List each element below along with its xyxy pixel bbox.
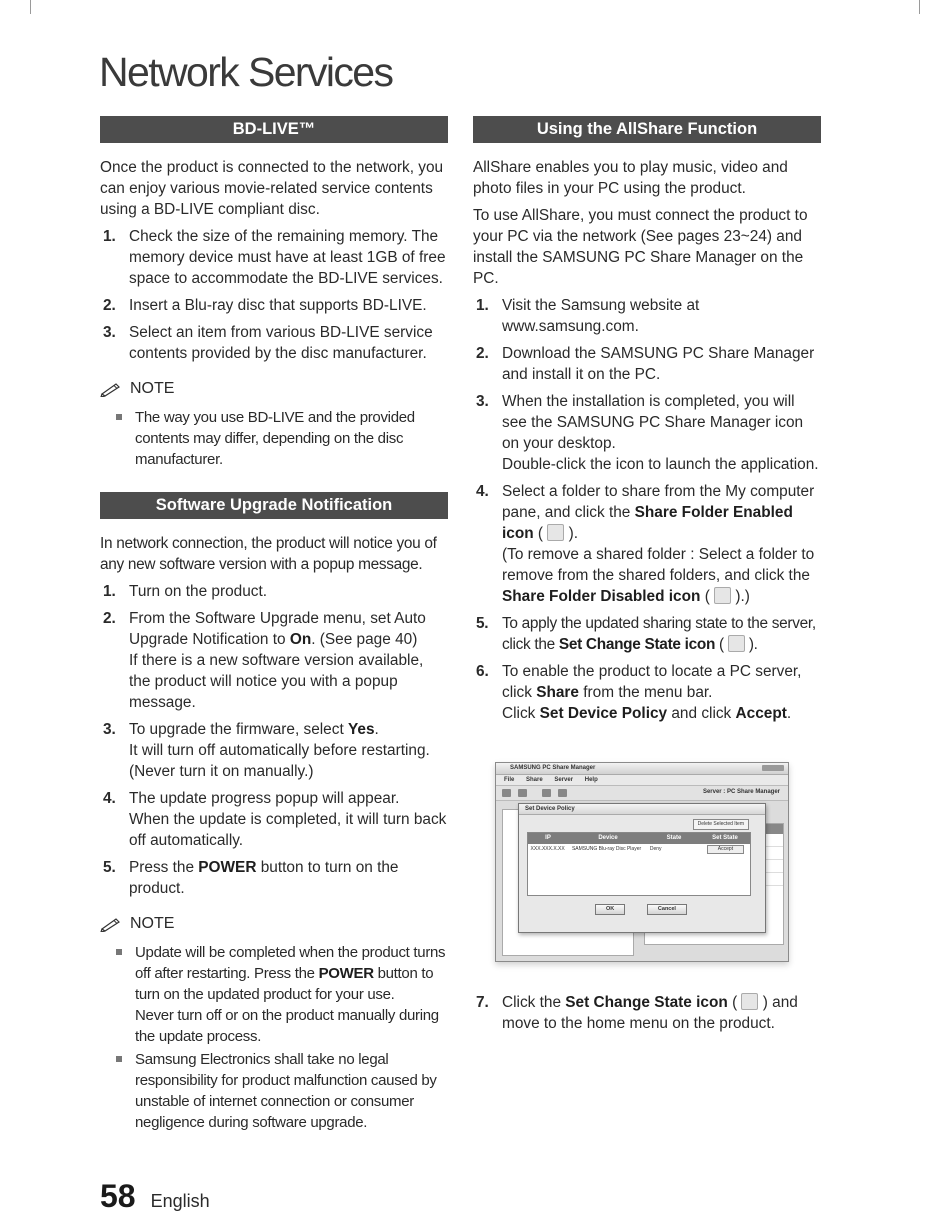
step-number: 2.: [476, 345, 489, 362]
step-text: ).: [744, 636, 758, 653]
list-item: [100, 322, 448, 364]
note-item: [100, 942, 448, 1047]
step-subtext: It will turn off automatically before restarting. (Never turn it on manually.): [129, 742, 430, 780]
list-item: [100, 788, 448, 851]
step-text: (: [715, 636, 728, 653]
note-label: NOTE: [130, 380, 175, 397]
step-text: Click: [502, 705, 540, 722]
allshare-step-7: [473, 992, 821, 1040]
step-text: . (See page 40): [311, 631, 418, 648]
step-number: 7.: [476, 994, 489, 1011]
list-item: [473, 613, 821, 655]
step-text: Check the size of the remaining memory. The memory device must have at least 1GB of free space to accommodate the BD-LIVE services.: [129, 228, 446, 287]
step-text: ).): [731, 588, 750, 605]
share-folder-disabled-icon: [714, 587, 731, 604]
step-text: Select a folder to share from the My computer pane, and click the: [502, 483, 815, 521]
delete-selected-item-button: Delete Selected Item: [693, 819, 749, 830]
bullet-icon: [116, 1056, 122, 1062]
set-device-policy-dialog: [518, 803, 766, 933]
cancel-button: Cancel: [647, 904, 687, 915]
col-state: State: [666, 835, 682, 841]
step-number: 6.: [476, 663, 489, 680]
step-number: 1.: [103, 228, 116, 245]
step-number: 5.: [103, 859, 116, 876]
step-text: from the menu bar.: [578, 684, 713, 701]
window-title: SAMSUNG PC Share Manager: [510, 765, 596, 771]
step-text: From the Software Upgrade menu, set Auto Upgrade Notification to: [129, 610, 426, 648]
step-text: and click: [667, 705, 736, 722]
step-bold: Set Change State icon: [558, 636, 716, 653]
list-item: [473, 343, 821, 385]
step-subtext: If there is a new software version available, the product will notice you with a popup message.: [129, 652, 424, 711]
dialog-title: Set Device Policy: [519, 804, 765, 815]
col-device: Device: [598, 835, 618, 841]
menu-help: Help: [584, 777, 598, 783]
step-text: Visit the Samsung website at www.samsung.com.: [502, 297, 700, 335]
cell-state: Deny: [649, 846, 662, 852]
device-table: [527, 832, 751, 896]
crop-mark-right: [919, 0, 920, 14]
software-note-title: [100, 913, 448, 934]
menu-share: Share: [526, 777, 543, 783]
table-row: [528, 844, 750, 855]
list-item: [473, 661, 821, 724]
list-item: [100, 226, 448, 289]
list-item: [473, 391, 821, 475]
step-text: Download the SAMSUNG PC Share Manager and install it on the PC.: [502, 345, 815, 383]
share-folder-enabled-icon: [502, 789, 511, 797]
note-bold: POWER: [318, 965, 374, 982]
step-number: 1.: [103, 583, 116, 600]
bdlive-heading: BD-LIVE™: [100, 116, 448, 143]
list-item: [473, 295, 821, 337]
step-text: To enable the product to locate a PC server, click: [502, 663, 802, 701]
step-number: 3.: [103, 721, 116, 738]
step-text: To apply the updated sharing state to the server, click the: [502, 615, 816, 653]
pencil-icon: [100, 916, 122, 932]
step-bold: Share Folder Disabled icon: [502, 588, 701, 605]
step-bold: POWER: [198, 859, 257, 876]
list-item: [100, 608, 448, 713]
step-number: 2.: [103, 610, 116, 627]
note-item: [100, 1049, 448, 1133]
window-titlebar: [496, 763, 788, 775]
step-subtext: Double-click the icon to launch the application.: [502, 456, 819, 473]
share-folder-disabled-icon: [518, 789, 527, 797]
step-text: Press the: [129, 859, 199, 876]
step-text: When the installation is completed, you will see the SAMSUNG PC Share Manager icon on your desktop.: [502, 393, 804, 452]
step-text: Click the: [502, 994, 566, 1011]
note-subtext: Never turn off or on the product manually during the update process.: [135, 1007, 439, 1045]
pencil-icon: [100, 381, 122, 397]
step-text: Insert a Blu-ray disc that supports BD-LIVE.: [129, 297, 427, 314]
bdlive-notes: [100, 407, 448, 470]
allshare-steps: [473, 295, 821, 724]
step-subtext: When the update is completed, it will turn back off automatically.: [129, 811, 447, 849]
note-label: NOTE: [130, 915, 175, 932]
step-number: 5.: [476, 615, 489, 632]
left-column: [100, 116, 448, 1135]
step-text: .: [786, 705, 792, 722]
step-bold: Set Device Policy: [539, 705, 668, 722]
table-header: [528, 833, 750, 844]
right-column: [473, 116, 821, 730]
note-text: Samsung Electronics shall take no legal responsibility for product malfunction caused by unstable of internet connection or consumer negligence during software upgrade.: [135, 1051, 437, 1131]
menu-bar: [496, 775, 788, 786]
step-bold: Set Change State icon: [565, 994, 728, 1011]
note-text: Update will be completed when the product turns off after restarting. Press the: [135, 944, 446, 982]
window-buttons-icon: [762, 765, 784, 771]
note-item: [100, 407, 448, 470]
page-title: Network Services: [99, 49, 393, 95]
step-number: 3.: [103, 324, 116, 341]
step-bold: Yes: [348, 721, 375, 738]
server-label: Server : PC Share Manager: [702, 789, 780, 795]
allshare-intro-1: AllShare enables you to play music, video and photo files in your PC using the product.: [473, 159, 788, 197]
crop-mark-left: [30, 0, 31, 14]
allshare-steps-cont: [473, 992, 821, 1034]
set-change-state-icon: [741, 993, 758, 1010]
bdlive-steps: [100, 226, 448, 364]
note-text: The way you use BD-LIVE and the provided contents may differ, depending on the disc manufacturer.: [135, 409, 415, 468]
step-text: ) and move to the home menu on the product.: [502, 994, 798, 1032]
share-folder-enabled-icon: [547, 524, 564, 541]
bdlive-note-title: [100, 378, 448, 399]
software-notes: [100, 942, 448, 1133]
step-text: (: [727, 994, 742, 1011]
menu-file: File: [504, 777, 515, 783]
step-number: 2.: [103, 297, 116, 314]
refresh-icon: [542, 789, 551, 797]
step-number: 4.: [476, 483, 489, 500]
step-subtext: (To remove a shared folder : Select a folder to remove from the shared folders, and click the: [502, 546, 815, 584]
step-text: To upgrade the firmware, select: [129, 721, 348, 738]
col-ip: IP: [545, 835, 551, 841]
cell-ip: XXX.XXX.X.XX: [530, 846, 565, 852]
allshare-heading: Using the AllShare Function: [473, 116, 821, 143]
bullet-icon: [116, 949, 122, 955]
allshare-intro-2: To use AllShare, you must connect the product to your PC via the network (See pages 23~24) and install the SAMSUNG PC Share Manager on the PC.: [473, 207, 808, 287]
menu-server: Server: [554, 777, 574, 783]
list-item: [473, 992, 821, 1034]
list-item: [100, 857, 448, 899]
step-text: button to turn on the product.: [129, 859, 399, 897]
toolbar: [496, 786, 788, 801]
list-item: [100, 295, 448, 316]
software-intro: In network connection, the product will notice you of any new software version with a popup message.: [100, 535, 437, 573]
step-text: ).: [564, 525, 579, 542]
step-text: Select an item from various BD-LIVE service contents provided by the disc manufacturer.: [129, 324, 433, 362]
pc-share-manager-screenshot: [495, 762, 789, 962]
page-footer: [100, 1178, 210, 1215]
step-text: (: [700, 588, 715, 605]
page-language: English: [150, 1191, 210, 1211]
step-text: The update progress popup will appear.: [129, 790, 400, 807]
step-text: .: [374, 721, 379, 738]
set-change-state-icon: [728, 635, 745, 652]
note-text: button to turn on the updated product for your use.: [135, 965, 434, 1003]
step-number: 4.: [103, 790, 116, 807]
cell-action: [701, 844, 750, 855]
step-number: 3.: [476, 393, 489, 410]
list-item: [100, 719, 448, 782]
ok-button: OK: [595, 904, 625, 915]
step-bold: Accept: [735, 705, 787, 722]
accept-button: Accept: [707, 845, 744, 854]
cell-device: SAMSUNG Blu-ray Disc Player: [571, 846, 642, 852]
col-set-state: Set State: [712, 835, 738, 841]
set-change-state-icon: [558, 789, 567, 797]
step-bold: Share Folder Enabled icon: [502, 504, 793, 542]
bullet-icon: [116, 414, 122, 420]
software-heading: Software Upgrade Notification: [100, 492, 448, 519]
step-bold: Share: [536, 684, 579, 701]
bdlive-intro: Once the product is connected to the network, you can enjoy various movie-related service contents using a BD-LIVE compliant disc.: [100, 159, 444, 218]
step-bold: On: [289, 631, 312, 648]
dialog-buttons: [595, 904, 707, 915]
step-text: Turn on the product.: [129, 583, 268, 600]
software-steps: [100, 581, 448, 899]
list-item: [100, 581, 448, 602]
list-item: [473, 481, 821, 607]
step-number: 1.: [476, 297, 489, 314]
step-text: (: [533, 525, 548, 542]
page-number: 58: [100, 1178, 136, 1214]
